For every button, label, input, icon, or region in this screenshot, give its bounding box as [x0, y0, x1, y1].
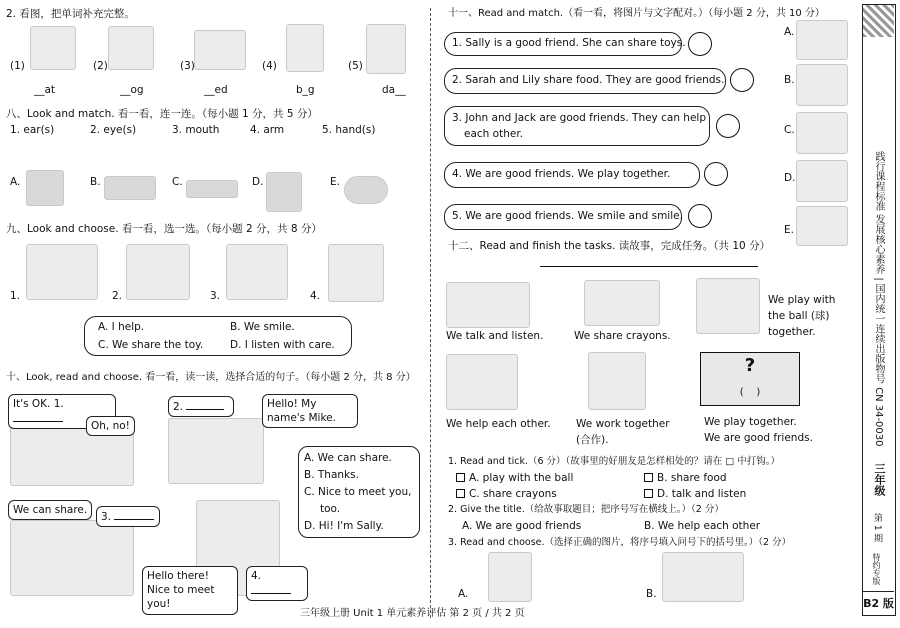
q12-title-line[interactable] — [540, 266, 758, 267]
q11-sentence-2: 2. Sarah and Lily share food. They are good friends. — [452, 74, 725, 86]
q10-scene-2 — [168, 418, 264, 484]
sidebar-extra: 特约专版 — [872, 553, 881, 585]
q12-title: 十二、Read and finish the tasks. 读故事，完成任务。（共 10 分） — [448, 240, 771, 252]
q8-word-2: 2. eye(s) — [90, 124, 137, 136]
q11-answer-circle-1[interactable] — [688, 32, 712, 56]
q11-answer-circle-4[interactable] — [704, 162, 728, 186]
q12-give-title: 2. Give the title.（给故事取题目；把序号写在横线上。）（2 分） — [448, 504, 724, 515]
q8-word-3: 3. mouth — [172, 124, 220, 136]
q12-choose-b[interactable]: B. — [646, 588, 657, 600]
q2-num-5: (5) — [348, 60, 363, 72]
q11-sentence-4: 4. We are good friends. We play together. — [452, 168, 671, 180]
q9-title: 九、Look and choose. 看一看，选一选。（每小题 2 分，共 8 分） — [6, 223, 322, 235]
q10-bubble-6 — [96, 506, 160, 527]
q10-option-d: D. Hi! I'm Sally. — [304, 520, 384, 532]
q8-letter-d: D. — [252, 176, 264, 188]
q2-title: 2. 看图，把单词补充完整。 — [6, 8, 135, 20]
q10-bubble-6-text: 3. — [101, 511, 112, 523]
bed-image — [194, 30, 246, 70]
q10-blank-2[interactable] — [186, 399, 224, 410]
sidebar-issue: 第 1 期 — [872, 513, 882, 543]
q10-option-b: B. Thanks. — [304, 469, 359, 481]
q10-blank-4[interactable] — [251, 583, 291, 594]
q9-num-1: 1. — [10, 290, 21, 302]
sidebar-masthead — [862, 4, 896, 616]
q12-caption-5b: (合作). — [576, 434, 609, 446]
q11-letter-c: C. — [784, 124, 795, 136]
q11-answer-circle-3[interactable] — [716, 114, 740, 138]
sidebar-edition: B2 版 — [863, 591, 894, 615]
q8-title: 八、Look and match. 看一看，连一连。（每小题 1 分，共 5 分） — [6, 108, 318, 120]
checkbox-c[interactable] — [456, 489, 465, 498]
q10-bubble-8-text: 4. — [251, 570, 262, 582]
q12-paren: ( ) — [739, 387, 761, 398]
mouth-image — [104, 176, 156, 200]
ear-image — [266, 172, 302, 212]
eyes-image — [344, 176, 388, 204]
q12-caption-4: We help each other. — [446, 418, 551, 430]
q11-pic-e — [796, 206, 848, 246]
sidebar-grade: 三年级 — [873, 463, 886, 496]
checkbox-d[interactable] — [644, 489, 653, 498]
bag-image — [286, 24, 324, 72]
q10-bubble-2: Oh, no! — [86, 416, 135, 436]
q12-choose-pic-a — [488, 552, 532, 602]
checkbox-a[interactable] — [456, 473, 465, 482]
q12-tick-d[interactable] — [644, 488, 746, 501]
q12-pic-ball — [696, 278, 760, 334]
q11-pic-c — [796, 112, 848, 154]
q2-num-1: (1) — [10, 60, 25, 72]
page-footer: 三年级上册 Unit 1 单元素养评估 第 2 页 / 共 2 页 — [300, 608, 525, 619]
q10-blank-3[interactable] — [114, 509, 154, 520]
q9-option-d: D. I listen with care. — [230, 339, 335, 351]
q11-answer-circle-2[interactable] — [730, 68, 754, 92]
q11-sentence-3: 3. John and Jack are good friends. They can help — [452, 112, 707, 124]
q10-bubble-8 — [246, 566, 308, 601]
q2-word-4[interactable]: b_g — [296, 84, 315, 96]
q12-pic-talk — [446, 282, 530, 328]
q12-question-box[interactable] — [700, 352, 800, 406]
q9-option-b: B. We smile. — [230, 321, 295, 333]
q9-pic-3 — [226, 244, 288, 300]
q9-option-a: A. I help. — [98, 321, 145, 333]
q12-title-option-b: B. We help each other — [644, 520, 761, 532]
q11-letter-d: D. — [784, 172, 796, 184]
q12-tick-a-label: A. play with the ball — [469, 472, 574, 484]
q8-word-1: 1. ear(s) — [10, 124, 55, 136]
masthead-logo-pattern — [863, 5, 894, 37]
q9-pic-2 — [126, 244, 190, 300]
q12-pic-work — [588, 352, 646, 410]
q12-tick-c[interactable] — [456, 488, 557, 501]
q11-sentence-1: 1. Sally is a good friend. She can share toys. — [452, 37, 686, 49]
q12-caption-6b: We are good friends. — [704, 432, 813, 444]
q12-choose-a[interactable]: A. — [458, 588, 469, 600]
q12-pic-crayons — [584, 280, 660, 326]
q10-option-c2: too. — [320, 503, 341, 515]
q12-tick-b-label: B. share food — [657, 472, 727, 484]
q2-num-3: (3) — [180, 60, 195, 72]
q2-num-4: (4) — [262, 60, 277, 72]
q12-tick-title: 1. Read and tick.（6 分）（故事里的好朋友是怎样相处的？请在 □ 中打钩。） — [448, 456, 781, 467]
q12-caption-1: We talk and listen. — [446, 330, 544, 342]
q12-tick-a[interactable] — [456, 472, 573, 485]
q10-title: 十、Look, read and choose. 看一看，读一读，选择合适的句子。（每小题 2 分，共 8 分） — [6, 372, 416, 383]
q9-pic-4 — [328, 244, 384, 302]
q11-sentence-3b: each other. — [464, 128, 524, 140]
q12-tick-b[interactable] — [644, 472, 727, 485]
q12-choose-title: 3. Read and choose.（选择正确的图片，将序号填入问号下的括号里。）（2 分） — [448, 537, 792, 548]
q9-num-4: 4. — [310, 290, 321, 302]
q2-word-5[interactable]: da__ — [382, 84, 406, 96]
q12-qmark: ? — [744, 355, 756, 376]
q8-letter-a: A. — [10, 176, 21, 188]
arm-image — [26, 170, 64, 206]
dad-image — [366, 24, 406, 74]
q11-letter-b: B. — [784, 74, 795, 86]
q10-bubble-4: Hello! My name's Mike. — [262, 394, 358, 428]
hands-image — [186, 180, 238, 198]
q11-letter-a: A. — [784, 26, 795, 38]
q10-bubble-5: We can share. — [8, 500, 92, 520]
q11-answer-circle-5[interactable] — [688, 204, 712, 228]
q12-tick-c-label: C. share crayons — [469, 488, 557, 500]
q12-caption-6: We play together. — [704, 416, 797, 428]
q8-letter-c: C. — [172, 176, 183, 188]
q10-scene-3 — [10, 520, 134, 596]
sidebar-text-1: 践行课程标准 发展核心素养 | 国内统一连续出版物号 CN 34-0030 — [873, 151, 884, 447]
q8-word-5: 5. hand(s) — [322, 124, 376, 136]
q10-bubble-3 — [168, 396, 234, 417]
q12-title-option-a: A. We are good friends — [462, 520, 582, 532]
q12-caption-2: We share crayons. — [574, 330, 671, 342]
q12-caption-5: We work together — [576, 418, 670, 430]
q12-caption-3: We play with — [768, 294, 836, 306]
q10-option-c: C. Nice to meet you, — [304, 486, 412, 498]
q8-word-4: 4. arm — [250, 124, 285, 136]
q10-bubble-1-text: It's OK. 1. — [13, 398, 64, 410]
q2-num-2: (2) — [93, 60, 108, 72]
q11-pic-d — [796, 160, 848, 202]
column-divider — [430, 8, 431, 618]
q10-option-a: A. We can share. — [304, 452, 392, 464]
q11-pic-a — [796, 20, 848, 60]
q12-caption-3c: together. — [768, 326, 816, 338]
q2-word-2[interactable]: __og — [120, 84, 144, 96]
q9-num-3: 3. — [210, 290, 221, 302]
q8-letter-b: B. — [90, 176, 101, 188]
q9-option-c: C. We share the toy. — [98, 339, 204, 351]
checkbox-b[interactable] — [644, 473, 653, 482]
q11-title: 十一、Read and match.（看一看，将图片与文字配对。）（每小题 2 分，共 10 分） — [448, 8, 825, 19]
q8-letter-e: E. — [330, 176, 340, 188]
q12-tick-d-label: D. talk and listen — [657, 488, 747, 500]
q10-blank-1[interactable] — [13, 411, 63, 422]
q9-num-2: 2. — [112, 290, 123, 302]
q2-word-3[interactable]: __ed — [204, 84, 228, 96]
q9-pic-1 — [26, 244, 98, 300]
q2-word-1[interactable]: __at — [34, 84, 56, 96]
q12-choose-pic-b — [662, 552, 744, 602]
q11-letter-e: E. — [784, 224, 794, 236]
q10-bubble-7: Hello there! Nice to meet you! — [142, 566, 238, 615]
dog-image — [108, 26, 154, 70]
cat-image — [30, 26, 76, 70]
q12-pic-help — [446, 354, 518, 410]
q12-caption-3b: the ball (球) — [768, 310, 830, 322]
q11-sentence-5: 5. We are good friends. We smile and smile. — [452, 210, 683, 222]
q10-bubble-3-text: 2. — [173, 401, 184, 413]
q11-pic-b — [796, 64, 848, 106]
